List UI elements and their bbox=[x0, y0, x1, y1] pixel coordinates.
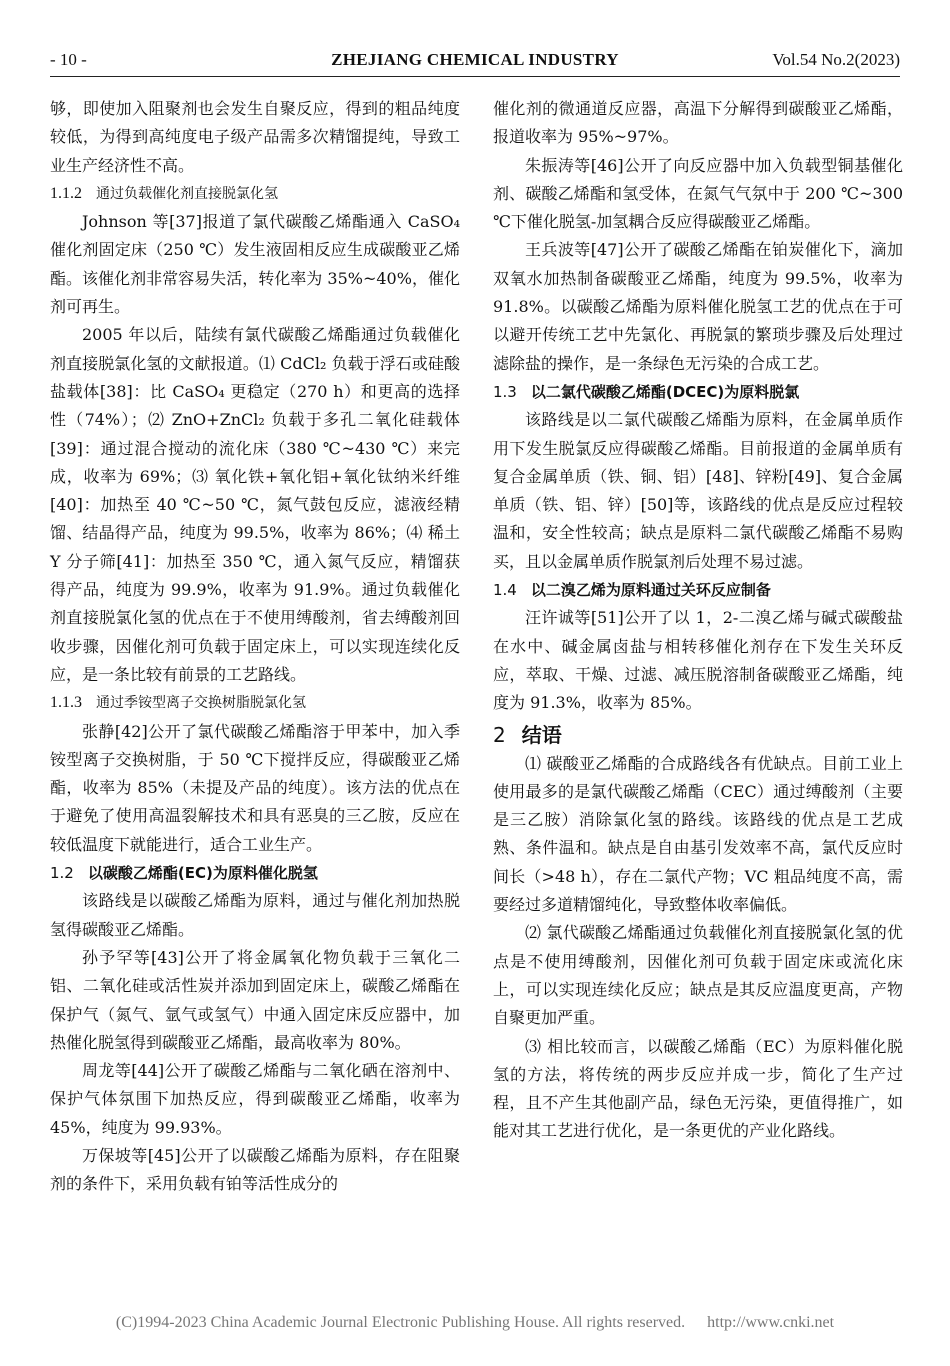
section-number: 2 bbox=[493, 722, 506, 747]
paragraph: Johnson 等[37]报道了氯代碳酸乙烯酯通入 CaSO₄ 催化剂固定床（250 ℃）发生液固相反应生成碳酸亚乙烯酯。该催化剂非常容易失活，转化率为 35%~40%，催化剂可再生。 bbox=[50, 212, 460, 317]
copyright-footer bbox=[0, 1314, 950, 1332]
paragraph: 张静[42]公开了氯代碳酸乙烯酯溶于甲苯中，加入季铵型离子交换树脂，于 50 ℃下搅拌反应，得碳酸亚乙烯酯，收率为 85%（未提及产品的纯度）。该方法的优点在于避免了使用高温裂解技术和具有恶臭的三乙胺，反应在较低温度下就能进行，适合工业生产。 bbox=[50, 721, 460, 854]
paragraph: 王兵波等[47]公开了碳酸乙烯酯在铂炭催化下，滴加双氧水加热制备碳酸亚乙烯酯，纯度为 99.5%，收率为 91.8%。以碳酸乙烯酯为原料催化脱氢工艺的优点在于可以避开传统工艺中先氯化、再脱氯的繁琐步骤及后处理过滤除盐的操作，是一条绿色无污染的合成工艺。 bbox=[493, 240, 903, 373]
section-title: 通过季铵型离子交换树脂脱氯化氢 bbox=[96, 695, 306, 712]
paragraph: 朱振涛等[46]公开了向反应器中加入负载型铜基催化剂、碳酸乙烯酯和氢受体，在氮气气氛中于 200 ℃~300 ℃下催化脱氢-加氢耦合反应得碳酸亚乙烯酯。 bbox=[493, 155, 903, 232]
section-title: 结语 bbox=[521, 722, 562, 747]
paragraph: 万保坡等[45]公开了以碳酸乙烯酯为原料，存在阻聚剂的条件下，采用负载有铂等活性成分的 bbox=[50, 1145, 460, 1194]
paragraph: ⑶ 相比较而言，以碳酸乙烯酯（EC）为原料催化脱氢的方法，将传统的两步反应并成一步，简化了生产过程，且不产生其他副产品，绿色无污染，更值得推广，如能对其工艺进行优化，是一条更优的产业化路线。 bbox=[493, 1036, 903, 1141]
section-title: 通过负载催化剂直接脱氯化氢 bbox=[96, 185, 278, 202]
left-column bbox=[50, 95, 460, 1199]
cnki-link[interactable]: http://www.cnki.net bbox=[707, 1314, 835, 1331]
section-number: 1.1.2 bbox=[50, 184, 82, 202]
section-number: 1.3 bbox=[493, 382, 517, 401]
paragraph: 周龙等[44]公开了碳酸乙烯酯与二氧化硒在溶剂中、保护气体氛围下加热反应，得到碳酸亚乙烯酯，收率为 45%，纯度为 99.93%。 bbox=[50, 1061, 460, 1137]
paragraph: 够，即使加入阻聚剂也会发生自聚反应，得到的粗品纯度较低，为得到高纯度电子级产品需多次精馏提纯，导致工业生产经济性不高。 bbox=[50, 99, 460, 175]
volume-issue: Vol.54 No.2(2023) bbox=[772, 50, 900, 69]
paragraph: ⑵ 氯代碳酸乙烯酯通过负载催化剂直接脱氯化氢的优点是不使用缚酸剂，因催化剂可负载于固定床或流化床上，可以实现连续化反应；缺点是其反应温度更高，产物自聚更加严重。 bbox=[493, 923, 903, 1028]
paragraph: ⑴ 碳酸亚乙烯酯的合成路线各有优缺点。目前工业上使用最多的是氯代碳酸乙烯酯（CEC）通过缚酸剂（主要是三乙胺）消除氯化氢的路线。该路线的优点是工艺成熟、条件温和。缺点是自由基引发效率不高，氯代反应时间长（>48 h），存在二氯代产物；VC 粗品纯度不高，需要经过多道精馏纯化，导致整体收率偏低。 bbox=[493, 753, 903, 915]
paragraph: 该路线是以碳酸乙烯酯为原料，通过与催化剂加热脱氢得碳酸亚乙烯酯。 bbox=[50, 891, 460, 939]
page-number: - 10 - bbox=[50, 50, 87, 69]
section-heading-2 bbox=[493, 720, 903, 750]
right-column bbox=[493, 95, 903, 1146]
section-number: 1.4 bbox=[493, 581, 517, 600]
section-title: 以二溴乙烯为原料通过关环反应制备 bbox=[530, 581, 771, 600]
paragraph: 孙予罕等[43]公开了将金属氧化物负载于三氧化二铝、二氧化硅或活性炭并添加到固定床上，碳酸乙烯酯在保护气（氮气、氩气或氢气）中通入固定床反应器中，加热催化脱氢得到碳酸亚乙烯酯，最高收率为 80%。 bbox=[50, 947, 460, 1052]
section-heading-1-3 bbox=[493, 378, 903, 406]
section-number: 1.1.3 bbox=[50, 694, 82, 712]
section-heading-1-4 bbox=[493, 576, 903, 604]
section-title: 以碳酸乙烯酯(EC)为原料催化脱氢 bbox=[87, 864, 318, 883]
section-number: 1.2 bbox=[50, 864, 74, 883]
header-rule bbox=[50, 76, 900, 77]
section-heading-1-1-2 bbox=[50, 180, 460, 208]
section-heading-1-2 bbox=[50, 859, 460, 887]
paragraph: 2005 年以后，陆续有氯代碳酸乙烯酯通过负载催化剂直接脱氯化氢的文献报道。⑴ CdCl₂ 负载于浮石或硅酸盐载体[38]：比 CaSO₄ 更稳定（270 h）和更高的选择性（74%）；⑵ ZnO+ZnCl₂ 负载于多孔二氧化硅载体[39]：通过混合搅动的流化床（380 ℃~430 ℃）来完成，收率为 69%；⑶ 氧化铁+氧化铝+氧化钛纳米纤维[40]：加热至 40 ℃~50 ℃，氮气鼓包反应，滤液经精馏、结晶得产品，纯度为 99.5%，收率为 86%；⑷ 稀土 Y 分子筛[41]：加热至 350 ℃，通入氮气反应，精馏获得产品，纯度为 99.9%，收率为 91.9%。通过负载催化剂直接脱氯化氢的优点在于不使用缚酸剂，省去缚酸剂回收步骤，因催化剂可负载于固定床上，可以实现连续化反应，是一条比较有前景的工艺路线。 bbox=[50, 325, 460, 684]
copyright-text: (C)1994-2023 China Academic Journal Electronic Publishing House. All rights reserved. bbox=[115, 1314, 686, 1331]
paragraph: 催化剂的微通道反应器，高温下分解得到碳酸亚乙烯酯，报道收率为 95%~97%。 bbox=[493, 99, 903, 147]
paragraph: 汪许诚等[51]公开了以 1，2-二溴乙烯与碱式碳酸盐在水中、碱金属卤盐与相转移催化剂存在下发生关环反应，萃取、干燥、过滤、减压脱溶制备碳酸亚乙烯酯，纯度为 91.3%，收率为 85%。 bbox=[493, 608, 903, 713]
section-title: 以二氯代碳酸乙烯酯(DCEC)为原料脱氯 bbox=[530, 382, 800, 401]
page-header bbox=[50, 46, 900, 76]
paragraph: 该路线是以二氯代碳酸乙烯酯为原料，在金属单质作用下发生脱氯反应得碳酸乙烯酯。目前报道的金属单质有复合金属单质（铁、铜、铝）[48]、锌粉[49]、复合金属单质（铁、铝、锌）[50]等，该路线的优点是反应过程较温和，安全性较高；缺点是原料二氯代碳酸乙烯酯不易购买，且以金属单质作脱氯剂后处理不易过滤。 bbox=[493, 410, 903, 571]
journal-title: ZHEJIANG CHEMICAL INDUSTRY bbox=[331, 50, 619, 69]
section-heading-1-1-3 bbox=[50, 689, 460, 717]
